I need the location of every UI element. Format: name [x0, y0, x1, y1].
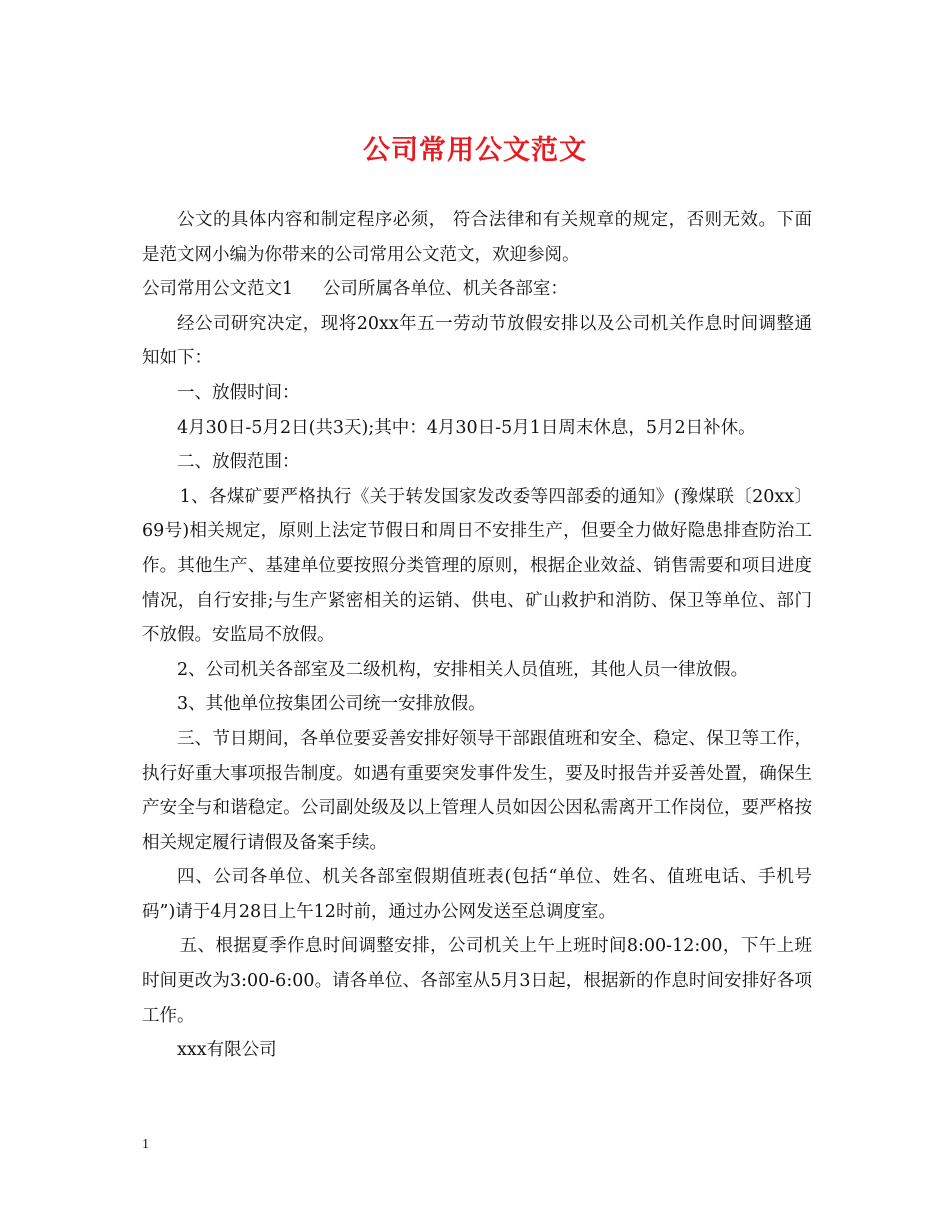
- intro-paragraph: 公文的具体内容和制定程序必须， 符合法律和有关规章的规定，否则无效。下面是范文网小编为你带来的公司常用公文范文，欢迎参阅。: [142, 210, 812, 265]
- page-number: 1: [142, 1137, 149, 1152]
- section-heading-holiday-time: 一、放假时间：: [177, 382, 300, 403]
- document-body: [142, 203, 812, 1068]
- signature: xxx有限公司: [177, 1040, 277, 1061]
- sample-label: 公司常用公文范文1: [142, 279, 294, 300]
- section-heading-holiday-scope: 二、放假范围：: [177, 452, 300, 473]
- addressee: 公司所属各单位、机关各部室：: [322, 279, 568, 300]
- scope-item-3: 3、其他单位按集团公司统一安排放假。: [177, 694, 486, 715]
- section-3-paragraph: 三、节日期间，各单位要妥善安排好领导干部跟值班和安全、稳定、保卫等工作，执行好重大事项报告制度。如遇有重要突发事件发生，要及时报告并妥善处置，确保生产安全与和谐稳定。公司副处级及以上管理人员如因公因私需离开工作岗位，要严格按相关规定履行请假及备案手续。: [142, 728, 812, 853]
- holiday-time-paragraph: 4月30日-5月2日(共3天);其中：4月30日-5月1日周末休息，5月2日补休。: [177, 417, 756, 438]
- document-title: 公司常用公文范文: [363, 135, 587, 166]
- scope-item-1: 1、各煤矿要严格执行《关于转发国家发改委等四部委的通知》(豫煤联〔20xx〕69号)相关规定，原则上法定节假日和周日不安排生产，但要全力做好隐患排查防治工作。其他生产、基建单位要按照分类管理的原则，根据企业效益、销售需要和项目进度情况，自行安排;与生产紧密相关的运销、供电、矿山救护和消防、保卫等单位、部门不放假。安监局不放假。: [142, 486, 812, 646]
- notice-paragraph: 经公司研究决定，现将20xx年五一劳动节放假安排以及公司机关作息时间调整通知如下：: [142, 313, 812, 369]
- sample-heading-line: [142, 272, 812, 307]
- section-4-paragraph: 四、公司各单位、机关各部室假期值班表(包括“单位、姓名、值班电话、手机号码”)请于4月28日上午12时前，通过办公网发送至总调度室。: [142, 867, 812, 922]
- scope-item-2: 2、公司机关各部室及二级机构，安排相关人员值班，其他人员一律放假。: [177, 659, 749, 680]
- section-5-paragraph: 五、根据夏季作息时间调整安排，公司机关上午上班时间8:00-12:00，下午上班时间更改为3:00-6:00。请各单位、各部室从5月3日起，根据新的作息时间安排好各项工作。: [142, 936, 812, 1026]
